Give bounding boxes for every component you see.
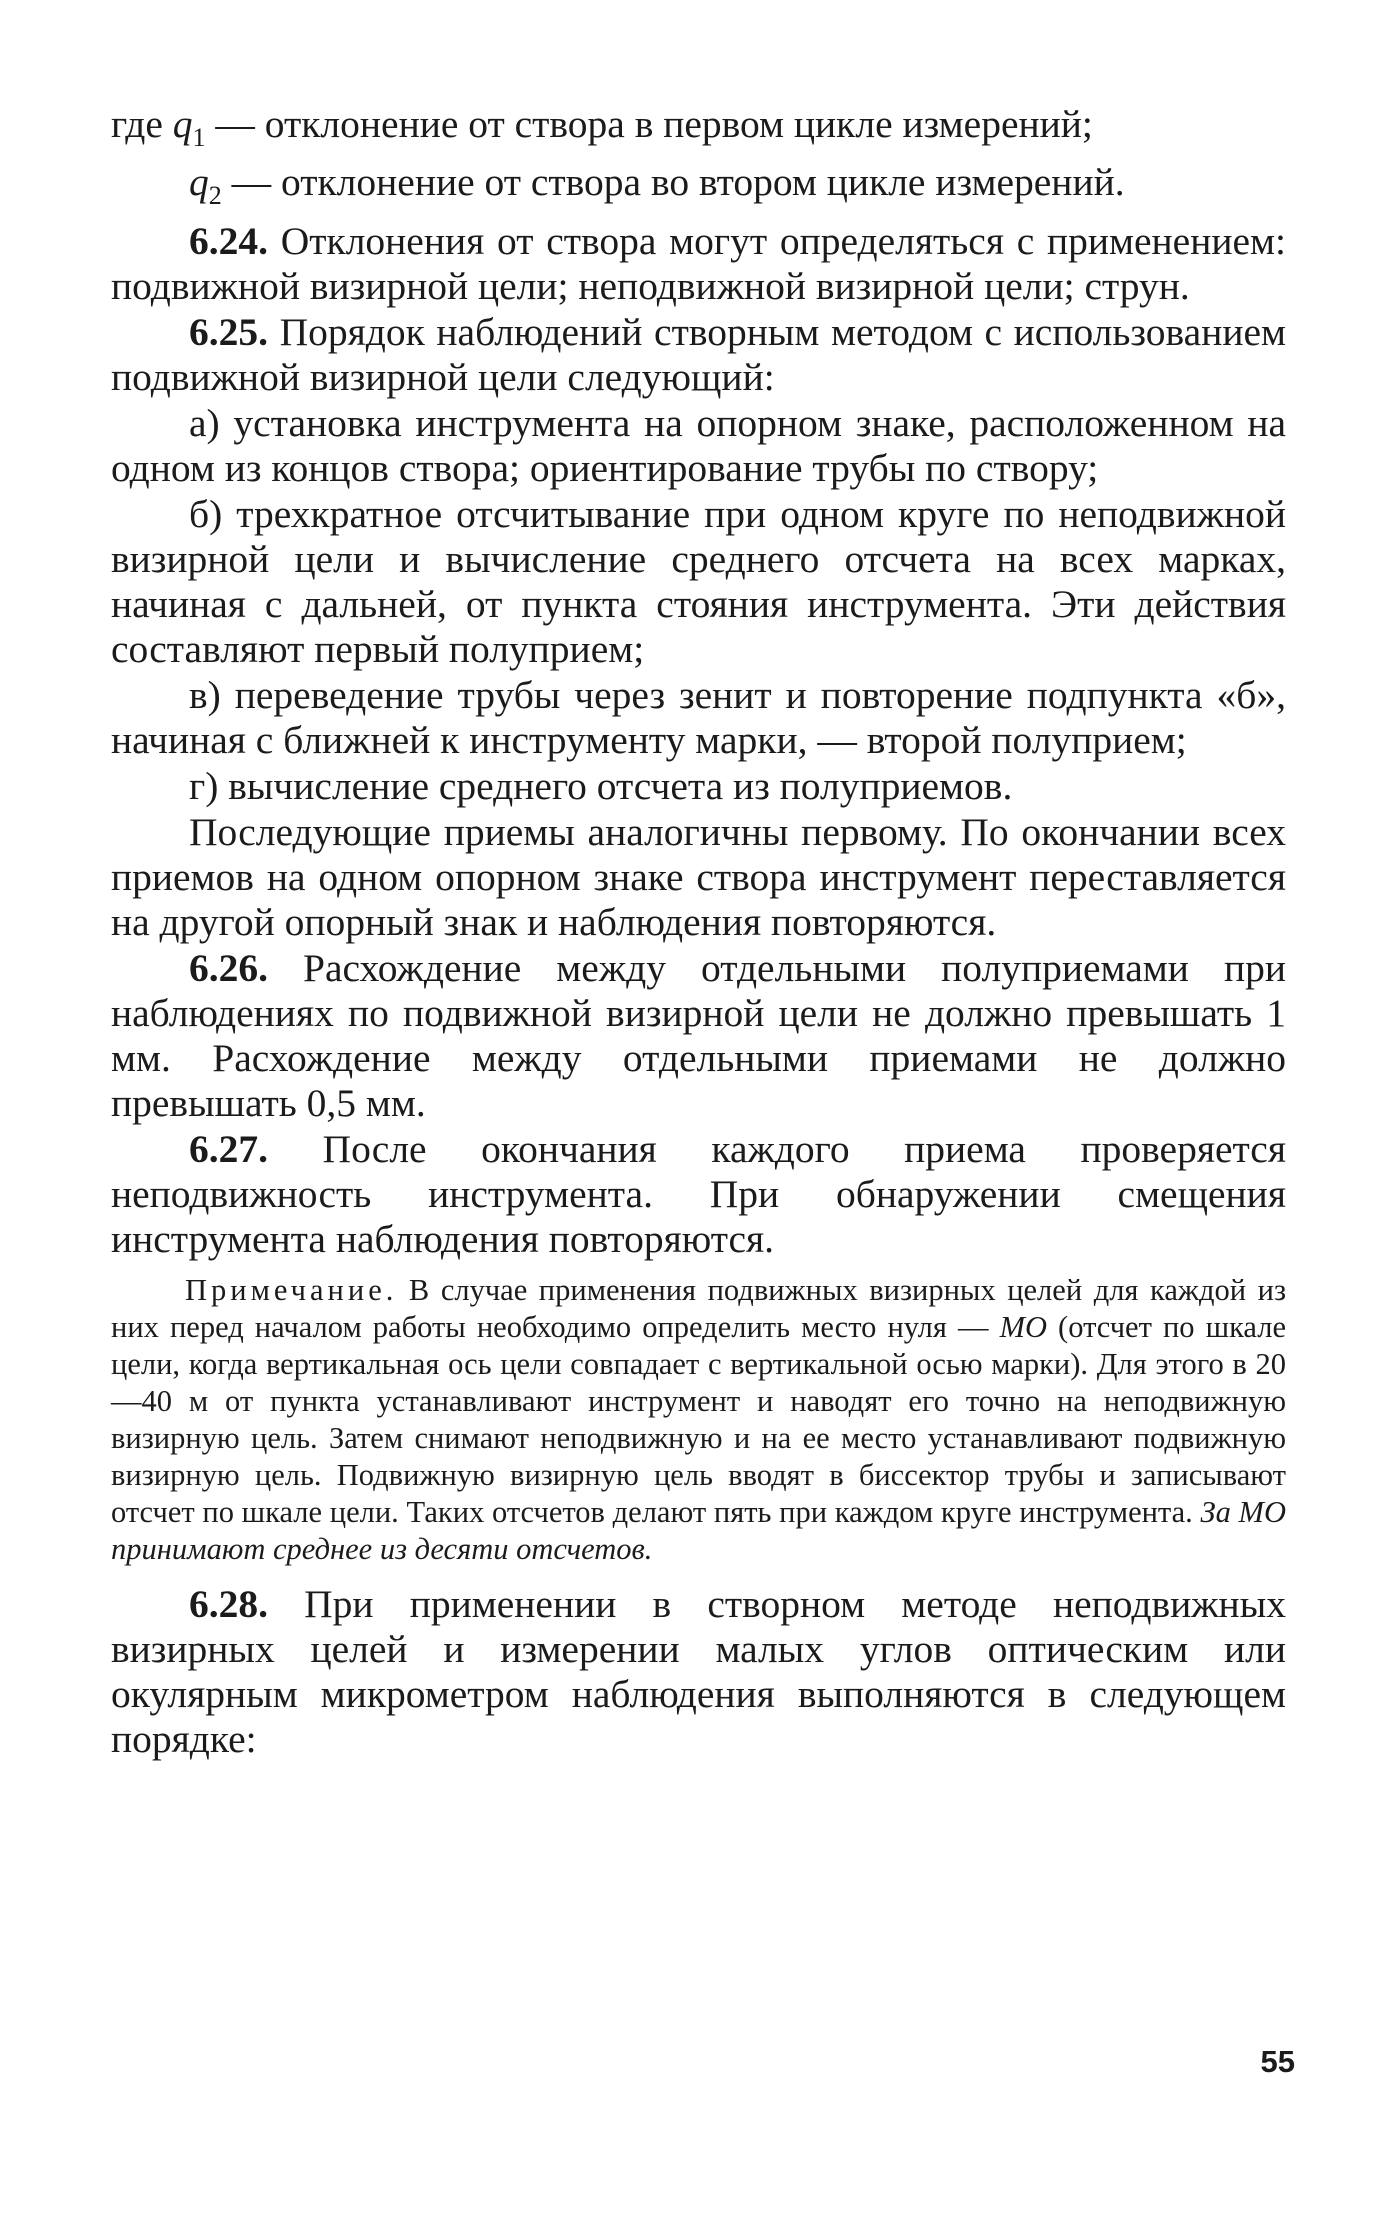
section-number: 6.25. [189, 309, 268, 354]
section-6-27: 6.27. После окончания каждого приема проверяется неподвижность инструмента. При обнаружении смещения инструмента наблюдения повторяются. [111, 1126, 1286, 1261]
note-block: Примечание. В случае применения подвижных визирных целей для каждой из них перед началом работы необходимо определить место нуля — МО (отсчет по шкале цели, когда вертикальная ось цели совпадает с вертикальной осью марки). Для этого в 20—40 м от пункта устанавливают инструмент и наводят его точно на неподвижную визирную цель. Затем снимают неподвижную и на ее место устанавливают подвижную визирную цель. Подвижную визирную цель вводят в биссектор трубы и записывают отсчет по шкале цели. Таких отсчетов делают пять при каждом круге инструмента. За МО принимают среднее из десяти отсчетов. [111, 1272, 1286, 1566]
list-item-a: а) установка инструмента на опорном знаке, расположенном на одном из концов створа; ориентирование трубы по створу; [111, 400, 1286, 490]
section-6-26: 6.26. Расхождение между отдельными полуприемами при наблюдениях по подвижной визирной цели не должно превышать 1 мм. Расхождение между отдельными приемами не должно превышать 0,5 мм. [111, 945, 1286, 1125]
definition-q1: где $q_1$ — отклонение от створа в первом цикле измерений; [111, 102, 1093, 152]
note-label: Примечание. [185, 1272, 398, 1307]
section-number: 6.28. [189, 1581, 268, 1626]
subscript-1: 1 [192, 122, 206, 152]
definition-q2: $q_2$ — отклонение от створа во втором цикле измерений. [189, 159, 1125, 210]
section-number: 6.24. [189, 218, 268, 263]
note-last-sentence: За МО принимают среднее из десяти отсчетов. [111, 1494, 1286, 1566]
paragraph-subsequent-receptions: Последующие приемы аналогичны первому. По окончании всех приемов на одном опорном знаке створа инструмент переставляется на другой опорный знак и наблюдения повторяются. [111, 809, 1286, 944]
section-number: 6.27. [189, 1126, 268, 1171]
section-6-28: 6.28. При применении в створном методе неподвижных визирных целей и измерении малых углов оптическим или окулярным микрометром наблюдения выполняются в следующем порядке: [111, 1581, 1286, 1761]
subscript-2: 2 [208, 180, 222, 210]
mo-symbol: МО [999, 1309, 1047, 1344]
list-item-g: г) вычисление среднего отсчета из полуприемов. [189, 763, 1013, 808]
section-6-24: 6.24. Отклонения от створа могут определяться с применением: подвижной визирной цели; неподвижной визирной цели; струн. [111, 218, 1286, 308]
symbol-q2: q [189, 159, 209, 204]
section-number: 6.26. [189, 945, 268, 990]
symbol-q1: q [172, 102, 193, 146]
list-item-b: б) трехкратное отсчитывание при одном круге по неподвижной визирной цели и вычисление среднего отсчета на всех марках, начиная с дальней, от пункта стояния инструмента. Эти действия составляют первый полуприем; [111, 491, 1286, 671]
list-item-v: в) переведение трубы через зенит и повторение подпункта «б», начиная с ближней к инструменту марки, — второй полуприем; [111, 672, 1286, 762]
page-number: 55 [1260, 2044, 1295, 2079]
section-6-25: 6.25. Порядок наблюдений створным методом с использованием подвижной визирной цели следующий: [111, 309, 1286, 399]
